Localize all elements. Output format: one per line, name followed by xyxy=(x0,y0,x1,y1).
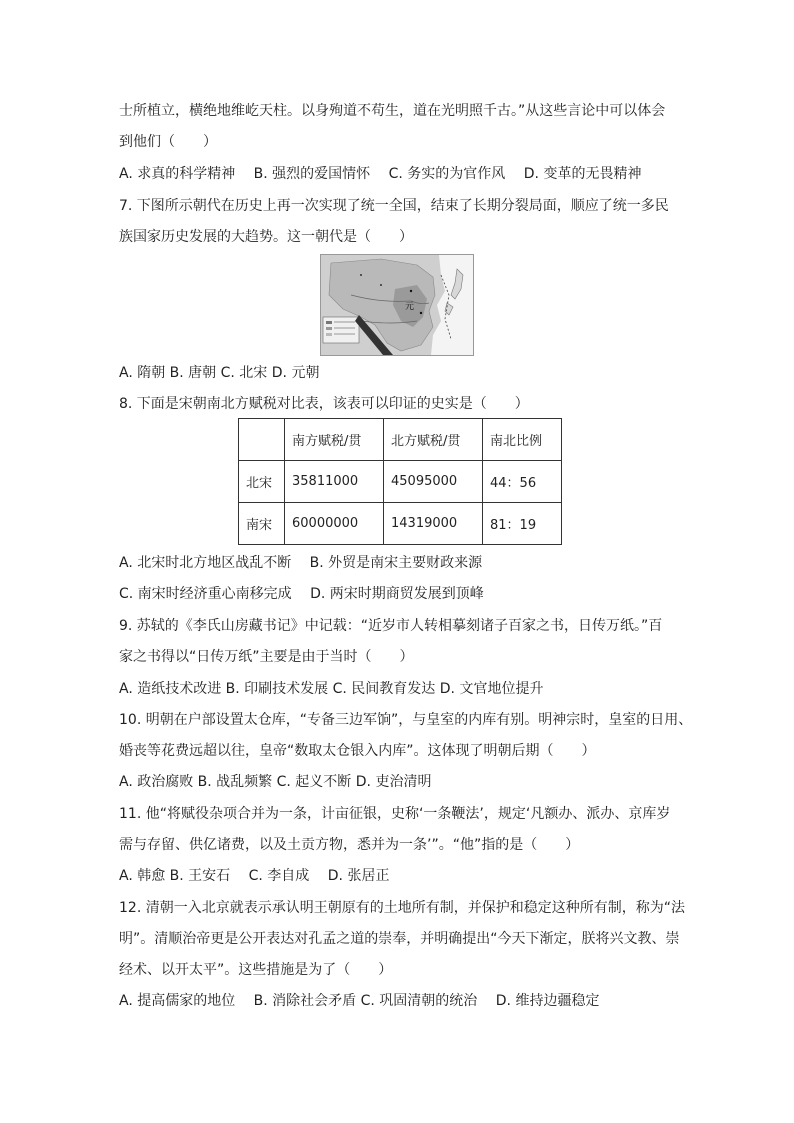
map-city-dot xyxy=(380,284,382,286)
q6-options: A. 求真的科学精神 B. 强烈的爱国情怀 C. 务实的为官作风 D. 变革的无畏精神 xyxy=(119,166,642,182)
q12-text-line-3: 经术、以开太平”。这些措施是为了（ ） xyxy=(119,962,393,978)
q11-text-line-1: 11. 他“将赋役杂项合并为一条，计亩征银，史称‘一条鞭法’，规定‘凡额办、派办、京库岁 xyxy=(119,806,671,822)
q12-text-line-2: 明”。清顺治帝更是公开表达对孔孟之道的崇奉，并明确提出“今天下渐定，朕将兴文教、崇 xyxy=(119,931,680,947)
q9-text-line-1: 9. 苏轼的《李氏山房藏书记》中记载：“近岁市人转相摹刻诸子百家之书，日传万纸。”百 xyxy=(119,618,663,634)
q8-text-line-1: 8. 下面是宋朝南北方赋税对比表，该表可以印证的史实是（ ） xyxy=(119,396,529,412)
q10-text-line-1: 10. 明朝在户部设置太仓库，“专备三边军饷”，与皇室的内库有别。明神宗时，皇室的日用、 xyxy=(119,712,693,728)
table-cell: 35811000 xyxy=(285,461,384,503)
table-cell: 60000000 xyxy=(285,503,384,545)
q9-text-line-2: 家之书得以“日传万纸”主要是由于当时（ ） xyxy=(119,649,414,665)
q12-options: A. 提高儒家的地位 B. 消除社会矛盾 C. 巩固清朝的统治 D. 维持边疆稳定 xyxy=(119,993,600,1009)
q7-options: A. 隋朝 B. 唐朝 C. 北宋 D. 元朝 xyxy=(119,365,320,381)
q8-option-line-1: A. 北宋时北方地区战乱不断 B. 外贸是南宋主要财政来源 xyxy=(119,555,483,571)
q9-options: A. 造纸技术改进 B. 印刷技术发展 C. 民间教育发达 D. 文官地位提升 xyxy=(119,681,544,697)
map-dynasty-label: 元 xyxy=(405,302,415,312)
tax-comparison-table xyxy=(238,418,562,545)
table-cell: 南宋 xyxy=(239,503,285,545)
table-cell: 81：19 xyxy=(483,503,562,545)
q10-options: A. 政治腐败 B. 战乱频繁 C. 起义不断 D. 吏治清明 xyxy=(119,774,432,790)
table-header-cell: 南方赋税/贯 xyxy=(285,419,384,461)
table-cell: 14319000 xyxy=(384,503,483,545)
map-city-dot xyxy=(360,274,362,276)
table-header-cell: 南北比例 xyxy=(483,419,562,461)
map-legend-swatch-3 xyxy=(326,333,332,336)
q6-text-line-2: 到他们（ ） xyxy=(119,134,217,150)
yuan-dynasty-map xyxy=(320,254,474,356)
q8-option-line-2: C. 南宋时经济重心南移完成 D. 两宋时期商贸发展到顶峰 xyxy=(119,586,484,602)
q7-text-line-1: 7. 下图所示朝代在历史上再一次实现了统一全国，结束了长期分裂局面，顺应了统一多民 xyxy=(119,198,669,214)
table-row xyxy=(239,503,562,545)
q11-options: A. 韩愈 B. 王安石 C. 李自成 D. 张居正 xyxy=(119,868,390,884)
map-legend-swatch-1 xyxy=(326,321,332,324)
map-city-dot xyxy=(420,312,422,314)
table-header-row xyxy=(239,419,562,461)
table-cell: 北宋 xyxy=(239,461,285,503)
q11-text-line-2: 需与存留、供亿诸费，以及土贡方物，悉并为一条’”。“他”指的是（ ） xyxy=(119,837,580,853)
q6-text-line-1: 士所植立，横绝地维屹天柱。以身殉道不苟生，道在光明照千古。”从这些言论中可以体会 xyxy=(119,103,666,119)
q10-text-line-2: 婚丧等花费远超以往，皇帝“数取太仓银入内库”。这体现了明朝后期（ ） xyxy=(119,743,596,759)
table-row xyxy=(239,461,562,503)
table-cell: 44：56 xyxy=(483,461,562,503)
map-legend-swatch-2 xyxy=(326,327,332,330)
map-city-dot xyxy=(410,290,412,292)
map-image xyxy=(321,255,473,355)
q12-text-line-1: 12. 清朝一入北京就表示承认明王朝原有的土地所有制，并保护和稳定这种所有制，称为“法 xyxy=(119,900,685,916)
table-cell: 45095000 xyxy=(384,461,483,503)
table-header-cell xyxy=(239,419,285,461)
table-header-cell: 北方赋税/贯 xyxy=(384,419,483,461)
q7-text-line-2: 族国家历史发展的大趋势。这一朝代是（ ） xyxy=(119,229,413,245)
